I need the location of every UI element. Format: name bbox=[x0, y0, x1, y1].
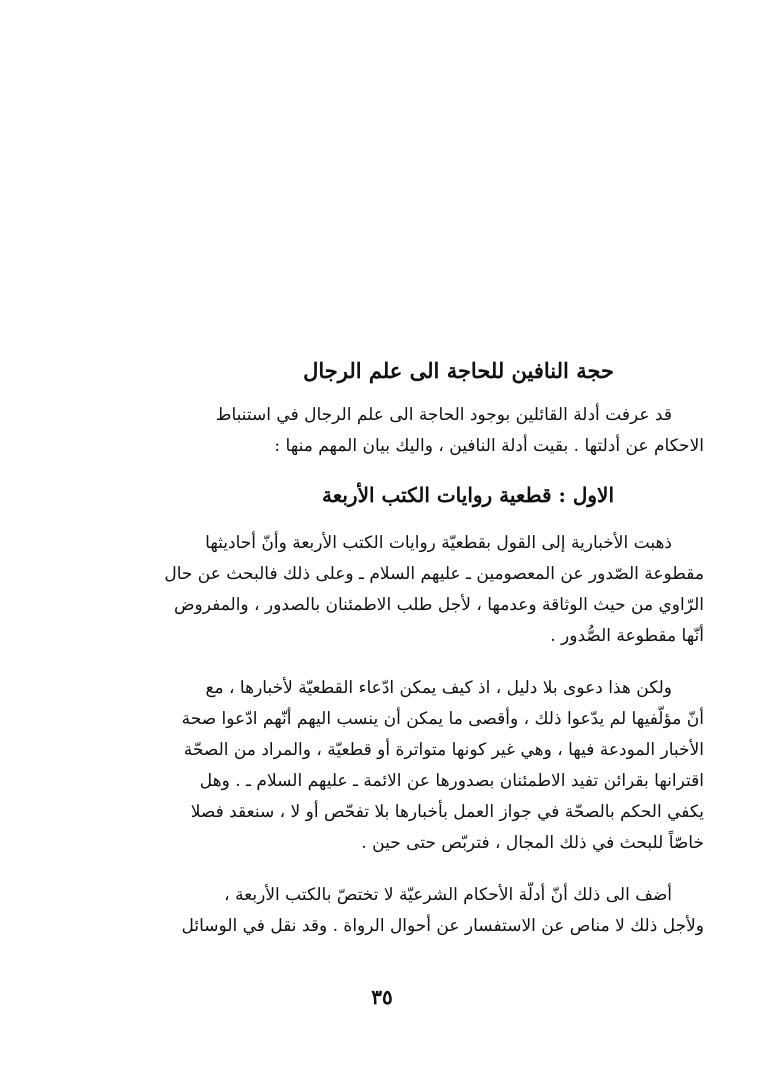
text-line: خاصّاً للبحث في ذلك المجال ، فتربّص حتى حين . bbox=[361, 833, 704, 853]
body-paragraph-2 bbox=[60, 673, 704, 859]
text-line: يكفي الحكم بالصحّة في جواز العمل بأخبارها بلا تفحّص أو لا ، سنعقد فصلا bbox=[190, 802, 704, 822]
body-paragraph-3 bbox=[60, 880, 704, 942]
text-line: قد عرفت أدلة القائلين بوجود الحاجة الى علم الرجال في استنباط bbox=[215, 405, 672, 425]
section-heading: الاول : قطعية روايات الكتب الأربعة bbox=[321, 483, 614, 507]
text-line: أنّها مقطوعة الصُّدور . bbox=[550, 626, 704, 646]
page-title: حجة النافين للحاجة الى علم الرجال bbox=[303, 358, 614, 383]
text-line: مقطوعة الصّدور عن المعصومين ـ عليهم السلام ـ وعلى ذلك فالبحث عن حال bbox=[164, 564, 704, 584]
text-line: الرّاوي من حيث الوثاقة وعدمها ، لأجل طلب الاطمئنان بالصدور ، والمفروض bbox=[173, 595, 704, 615]
page-number: ٣٥ bbox=[371, 985, 393, 1009]
text-line: اقترانها بقرائن تفيد الاطمئنان بصدورها عن الائمة ـ عليهم السلام ـ . وهل bbox=[199, 771, 704, 791]
text-line: الاحكام عن أدلتها . بقيت أدلة النافين ، واليك بيان المهم منها : bbox=[274, 436, 704, 456]
text-line: أضف الى ذلك أنّ أدلّة الأحكام الشرعيّة لا تختصّ بالكتب الأربعة ، bbox=[224, 885, 672, 905]
text-line: أنّ مؤلّفيها لم يدّعوا ذلك ، وأقصى ما يمكن أن ينسب اليهم أنّهم ادّعوا صحة bbox=[181, 709, 704, 729]
text-line: ولأجل ذلك لا مناص عن الاستفسار عن أحوال الرواة . وقد نقل في الوسائل bbox=[181, 916, 704, 936]
text-line: الأخبار المودعة فيها ، وهي غير كونها متواترة أو قطعيّة ، والمراد من الصحّة bbox=[183, 740, 704, 760]
text-line: ذهبت الأخبارية إلى القول بقطعيّة روايات الكتب الأربعة وأنّ أحاديثها bbox=[205, 533, 672, 553]
intro-paragraph bbox=[60, 400, 704, 462]
text-line: ولكن هذا دعوى بلا دليل ، اذ كيف يمكن ادّعاء القطعيّة لأخبارها ، مع bbox=[205, 678, 672, 698]
body-paragraph-1 bbox=[60, 528, 704, 652]
